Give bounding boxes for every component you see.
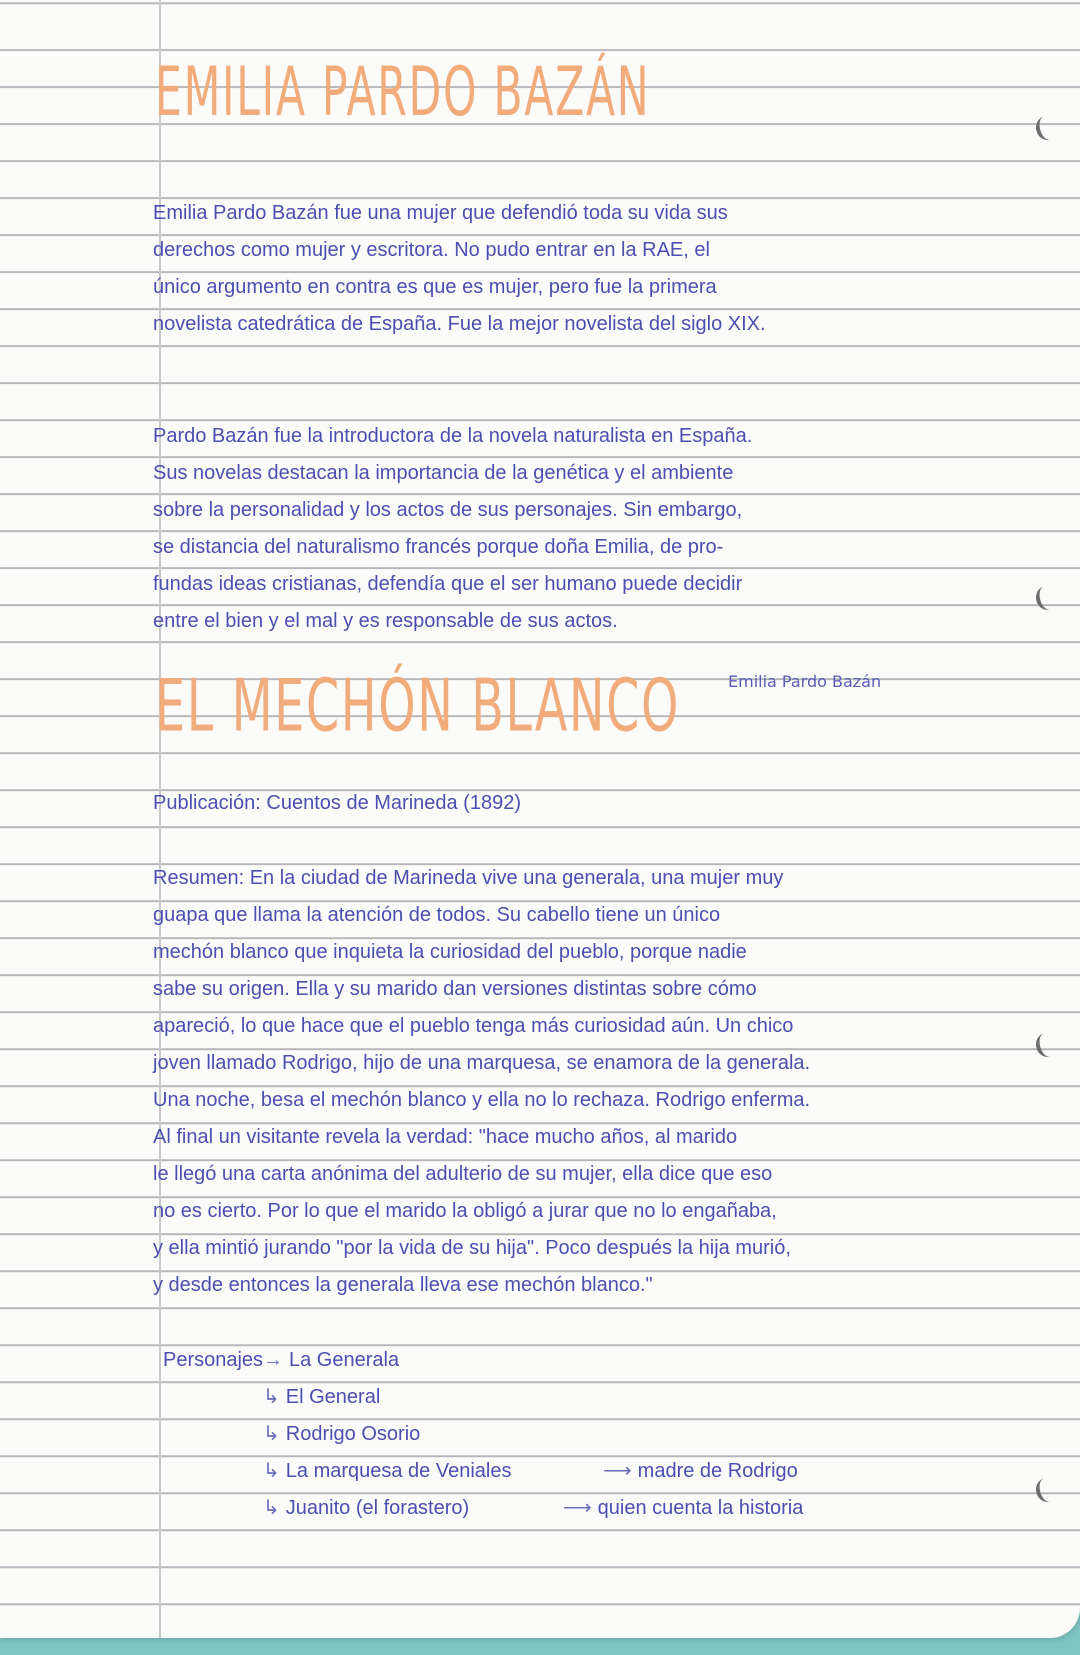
- text-line: Publicación: Cuentos de Marineda (1892): [153, 792, 521, 814]
- arrow-branch-icon: ↳: [263, 1423, 280, 1445]
- text-line: y ella mintió jurando "por la vida de su hija". Poco después la hija murió,: [153, 1237, 791, 1259]
- text-line: Una noche, besa el mechón blanco y ella no lo rechaza. Rodrigo enferma.: [153, 1089, 811, 1111]
- text-line: Emilia Pardo Bazán fue una mujer que defendió toda su vida sus: [153, 202, 728, 224]
- binder-hole-icon: [1033, 114, 1060, 143]
- character-item: [263, 1416, 420, 1453]
- arrow-right-icon: ⟶: [563, 1497, 592, 1519]
- text-line: Resumen: En la ciudad de Marineda vive una generala, una mujer muy: [153, 867, 784, 889]
- text-line: novelista catedrática de España. Fue la mejor novelista del siglo XIX.: [153, 313, 766, 335]
- character-name: La marquesa de Veniales: [285, 1460, 512, 1482]
- characters-label: Personajes: [163, 1349, 264, 1371]
- character-item: [263, 1490, 469, 1527]
- text-line: único argumento en contra es que es mujer, pero fue la primera: [153, 276, 717, 298]
- publication-line: [153, 785, 1003, 822]
- naturalism-paragraph: [153, 418, 1003, 640]
- summary-paragraph: [153, 860, 1003, 1304]
- text-line: y desde entonces la generala lleva ese mechón blanco.": [153, 1274, 653, 1296]
- arrow-right-icon: ⟶: [603, 1460, 632, 1482]
- binder-hole-icon: [1033, 1031, 1060, 1060]
- text-line: mechón blanco que inquieta la curiosidad del pueblo, porque nadie: [153, 941, 747, 963]
- text-line: sobre la personalidad y los actos de sus personajes. Sin embargo,: [153, 499, 743, 521]
- page-title: EMILIA PARDO BAZÁN: [155, 54, 651, 132]
- text-line: entre el bien y el mal y es responsable de sus actos.: [153, 610, 618, 632]
- character-item: [263, 1453, 511, 1490]
- story-title: EL MECHÓN BLANCO: [155, 663, 681, 748]
- arrow-branch-icon: ↳: [263, 1460, 280, 1482]
- character-name: Juanito (el forastero): [285, 1497, 470, 1519]
- character-item: [263, 1379, 380, 1416]
- text-line: le llegó una carta anónima del adulterio de su mujer, ella dice que eso: [153, 1163, 773, 1185]
- text-line: se distancia del naturalismo francés porque doña Emilia, de pro-: [153, 536, 724, 558]
- character-name: La Generala: [289, 1349, 400, 1371]
- character-note: ⟶ quien cuenta la historia: [563, 1497, 804, 1519]
- arrow-right-icon: →: [263, 1349, 283, 1371]
- text-line: derechos como mujer y escritora. No pudo entrar en la RAE, el: [153, 239, 710, 261]
- binder-hole-icon: [1033, 1476, 1060, 1505]
- text-line: no es cierto. Por lo que el marido la obligó a jurar que no lo engañaba,: [153, 1200, 777, 1222]
- text-line: fundas ideas cristianas, defendía que el ser humano puede decidir: [153, 573, 743, 595]
- character-item: [263, 1342, 399, 1379]
- arrow-branch-icon: ↳: [263, 1497, 280, 1519]
- text-line: joven llamado Rodrigo, hijo de una marquesa, se enamora de la generala.: [153, 1052, 811, 1074]
- arrow-branch-icon: ↳: [263, 1386, 280, 1408]
- character-name: Rodrigo Osorio: [285, 1423, 421, 1445]
- story-author: Emilia Pardo Bazán: [728, 672, 882, 691]
- binder-hole-icon: [1033, 584, 1060, 613]
- text-line: sabe su origen. Ella y su marido dan versiones distintas sobre cómo: [153, 978, 757, 1000]
- text-line: Sus novelas destacan la importancia de la genética y el ambiente: [153, 462, 734, 484]
- biography-paragraph: [153, 195, 1003, 343]
- character-name: El General: [285, 1386, 381, 1408]
- text-line: Al final un visitante revela la verdad: "hace mucho años, al marido: [153, 1126, 738, 1148]
- text-line: apareció, lo que hace que el pueblo tenga más curiosidad aún. Un chico: [153, 1015, 794, 1037]
- character-note: ⟶ madre de Rodrigo: [603, 1460, 798, 1482]
- text-line: guapa que llama la atención de todos. Su cabello tiene un único: [153, 904, 721, 926]
- text-line: Pardo Bazán fue la introductora de la novela naturalista en España.: [153, 425, 753, 447]
